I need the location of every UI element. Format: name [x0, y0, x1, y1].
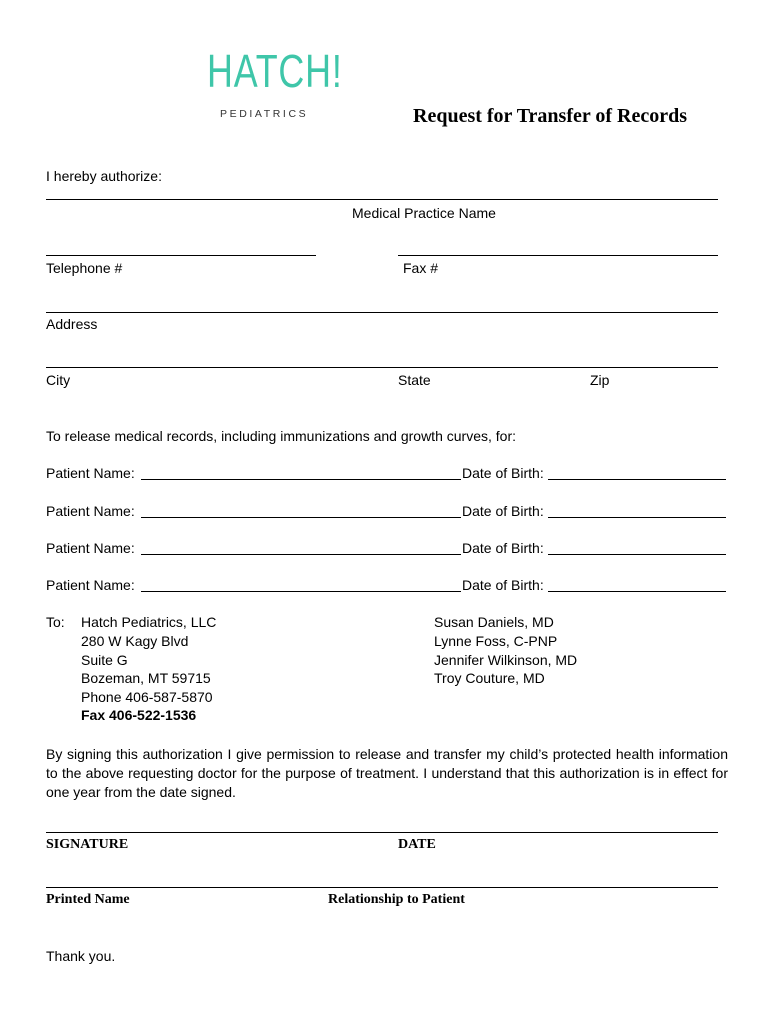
- patient-name-label: Patient Name:: [46, 503, 135, 519]
- recipient-street: 280 W Kagy Blvd: [81, 633, 189, 649]
- recipient-fax: Fax 406-522-1536: [81, 707, 197, 723]
- signature-label: SIGNATURE: [46, 837, 129, 852]
- dob-field[interactable]: [548, 554, 726, 555]
- provider-name: Troy Couture, MD: [434, 670, 545, 686]
- recipient-name: Hatch Pediatrics, LLC: [81, 614, 217, 630]
- address-label: Address: [46, 316, 98, 332]
- brand-logo-subtitle: PEDIATRICS: [220, 108, 309, 120]
- dob-label: Date of Birth:: [462, 465, 544, 481]
- to-prefix: To:: [46, 614, 65, 630]
- fax-label: Fax #: [403, 260, 439, 276]
- consent-paragraph: By signing this authorization I give permission to release and transfer my child’s protected health information to the above requesting doctor for the purpose of treatment. I understand that this authorization is in effect for one year from the date signed.: [46, 746, 728, 800]
- patient-name-field[interactable]: [141, 517, 461, 518]
- patient-name-label: Patient Name:: [46, 465, 135, 481]
- relationship-label: Relationship to Patient: [328, 892, 465, 907]
- printed-name-label: Printed Name: [46, 892, 130, 907]
- date-label: DATE: [398, 837, 436, 852]
- zip-label: Zip: [590, 372, 610, 388]
- state-label: State: [398, 372, 431, 388]
- telephone-field[interactable]: [46, 255, 316, 256]
- city-state-zip-field[interactable]: [46, 367, 718, 368]
- dob-label: Date of Birth:: [462, 503, 544, 519]
- practice-name-label: Medical Practice Name: [352, 205, 496, 221]
- telephone-label: Telephone #: [46, 260, 123, 276]
- dob-field[interactable]: [548, 591, 726, 592]
- patient-name-field[interactable]: [141, 554, 461, 555]
- release-text: To release medical records, including immunizations and growth curves, for:: [46, 428, 516, 444]
- provider-name: Jennifer Wilkinson, MD: [434, 652, 578, 668]
- page-title: Request for Transfer of Records: [413, 105, 688, 127]
- patient-name-label: Patient Name:: [46, 540, 135, 556]
- recipient-city: Bozeman, MT 59715: [81, 670, 211, 686]
- dob-label: Date of Birth:: [462, 577, 544, 593]
- patient-name-field[interactable]: [141, 591, 461, 592]
- signature-field[interactable]: [46, 832, 718, 833]
- authorize-label: I hereby authorize:: [46, 168, 162, 184]
- patient-name-label: Patient Name:: [46, 577, 135, 593]
- closing-text: Thank you.: [46, 948, 116, 964]
- city-label: City: [46, 372, 71, 388]
- brand-logo: HATCH!: [207, 45, 343, 97]
- fax-field[interactable]: [398, 255, 718, 256]
- address-field[interactable]: [46, 312, 718, 313]
- printed-name-field[interactable]: [46, 887, 718, 888]
- provider-name: Susan Daniels, MD: [434, 614, 554, 630]
- provider-name: Lynne Foss, C-PNP: [434, 633, 558, 649]
- recipient-suite: Suite G: [81, 652, 128, 668]
- dob-field[interactable]: [548, 517, 726, 518]
- dob-field[interactable]: [548, 479, 726, 480]
- patient-name-field[interactable]: [141, 479, 461, 480]
- practice-name-field[interactable]: [46, 199, 718, 200]
- recipient-phone: Phone 406-587-5870: [81, 689, 213, 705]
- dob-label: Date of Birth:: [462, 540, 544, 556]
